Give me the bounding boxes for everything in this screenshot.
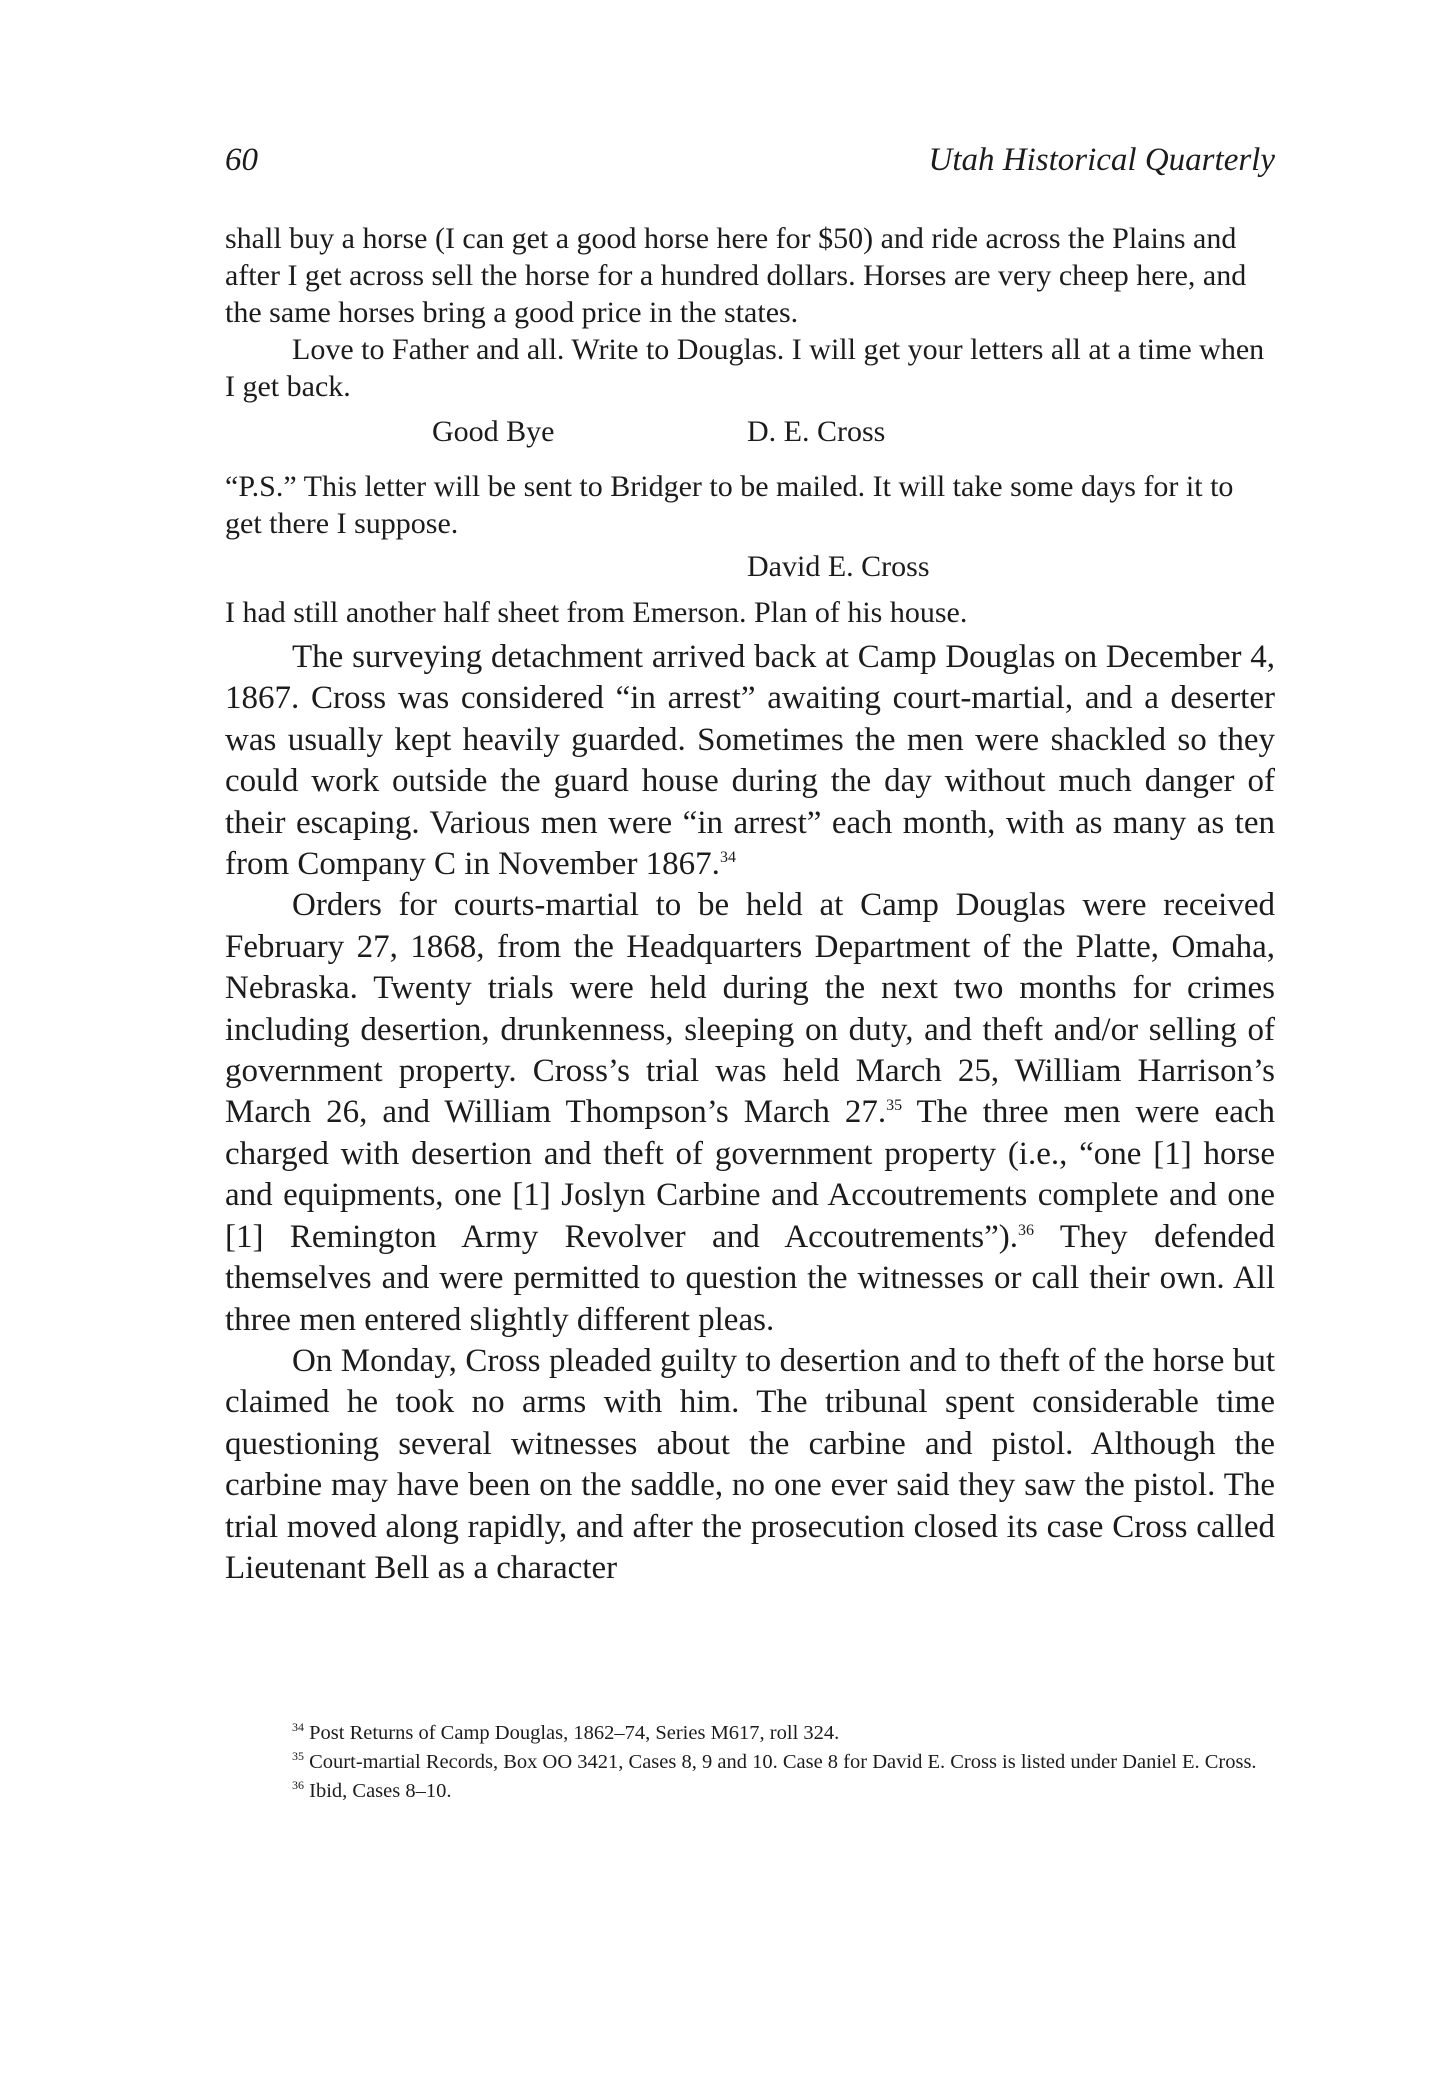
footnotes: [225, 1721, 1275, 1808]
page-number: 60: [225, 142, 258, 178]
letter-signoff: [225, 413, 1275, 462]
paragraph-text: They defended themselves and were permitted to question the witnesses or call their own. All three men entered slightly different pleas.: [225, 1218, 1275, 1338]
footnote-number: 35: [292, 1749, 304, 1764]
letter-closing: Good Bye: [432, 415, 555, 448]
paragraph-text: Orders for courts-martial to be held at Camp Douglas were received February 27, 1868, from the Headquarters Department of the Platte, Omaha, Nebraska. Twenty trials were held during the next two months for crimes including desertion, drunkenness, sleeping on duty, and theft and/or selling of government property. Cross’s trial was held March 25, William Harrison’s March 26, and William Thompson’s March 27.: [225, 887, 1275, 1131]
journal-title: Utah Historical Quarterly: [928, 142, 1275, 178]
running-header: [225, 142, 1275, 186]
body-paragraph: On Monday, Cross pleaded guilty to desertion and to theft of the horse but claimed he took no arms with him. The tribunal spent considerable time questioning several witnesses about the carbine and pistol. Although the carbine may have been on the saddle, no one ever said they saw the pistol. The trial moved along rapidly, and after the prosecution closed its case Cross called Lieutenant Bell as a character: [225, 1342, 1275, 1586]
footnote: [225, 1721, 1275, 1746]
letter-signature-short: D. E. Cross: [747, 415, 886, 448]
footnote-ref[interactable]: 34: [719, 849, 736, 867]
footnote-number: 34: [292, 1720, 304, 1735]
letter-excerpt: [225, 220, 1275, 631]
paragraph-text: The three men were each charged with desertion and theft of government property (i.e., “one [1] horse and equipments, one [1] Joslyn Carbine and Accoutrements complete and one [1] Remington Army Revolver and Accoutrements”).: [225, 1094, 1276, 1255]
footnote: [225, 1779, 1275, 1804]
body-paragraph: [225, 637, 1275, 885]
body-paragraph: [225, 885, 1275, 1340]
paragraph-text: The surveying detachment arrived back at Camp Douglas on December 4, 1867. Cross was considered “in arrest” awaiting court-martial, and a deserter was usually kept heavily guarded. Sometimes the men were shackled so they could work outside the guard house during the day without much danger of their escaping. Various men were “in arrest” each month, with as many as ten from Company C in November 1867.: [225, 639, 1275, 883]
footnote-text: Ibid, Cases 8–10.: [304, 1780, 452, 1802]
letter-postscript: “P.S.” This letter will be sent to Bridger to be mailed. It will take some days for it to get there I suppose.: [225, 470, 1234, 540]
letter-signature-full: David E. Cross: [747, 550, 930, 583]
footnote-ref[interactable]: 36: [1017, 1221, 1034, 1239]
letter-note: I had still another half sheet from Emerson. Plan of his house.: [225, 596, 968, 629]
letter-continuation: shall buy a horse (I can get a good horse here for $50) and ride across the Plains and after I get across sell the horse for a hundred dollars. Horses are very cheep here, and the same horses bring a good price in the states.: [225, 222, 1247, 329]
footnote-ref[interactable]: 35: [886, 1097, 903, 1115]
letter-love-line: Love to Father and all. Write to Douglas. I will get your letters all at a time when I get back.: [225, 333, 1265, 403]
footnote-text: Post Returns of Camp Douglas, 1862–74, Series M617, roll 324.: [304, 1722, 840, 1744]
article-body: [225, 637, 1275, 1589]
footnote-number: 36: [292, 1778, 304, 1793]
footnote-text: Court-martial Records, Box OO 3421, Cases 8, 9 and 10. Case 8 for David E. Cross is listed under Daniel E. Cross.: [304, 1751, 1257, 1773]
footnote: [225, 1750, 1275, 1775]
